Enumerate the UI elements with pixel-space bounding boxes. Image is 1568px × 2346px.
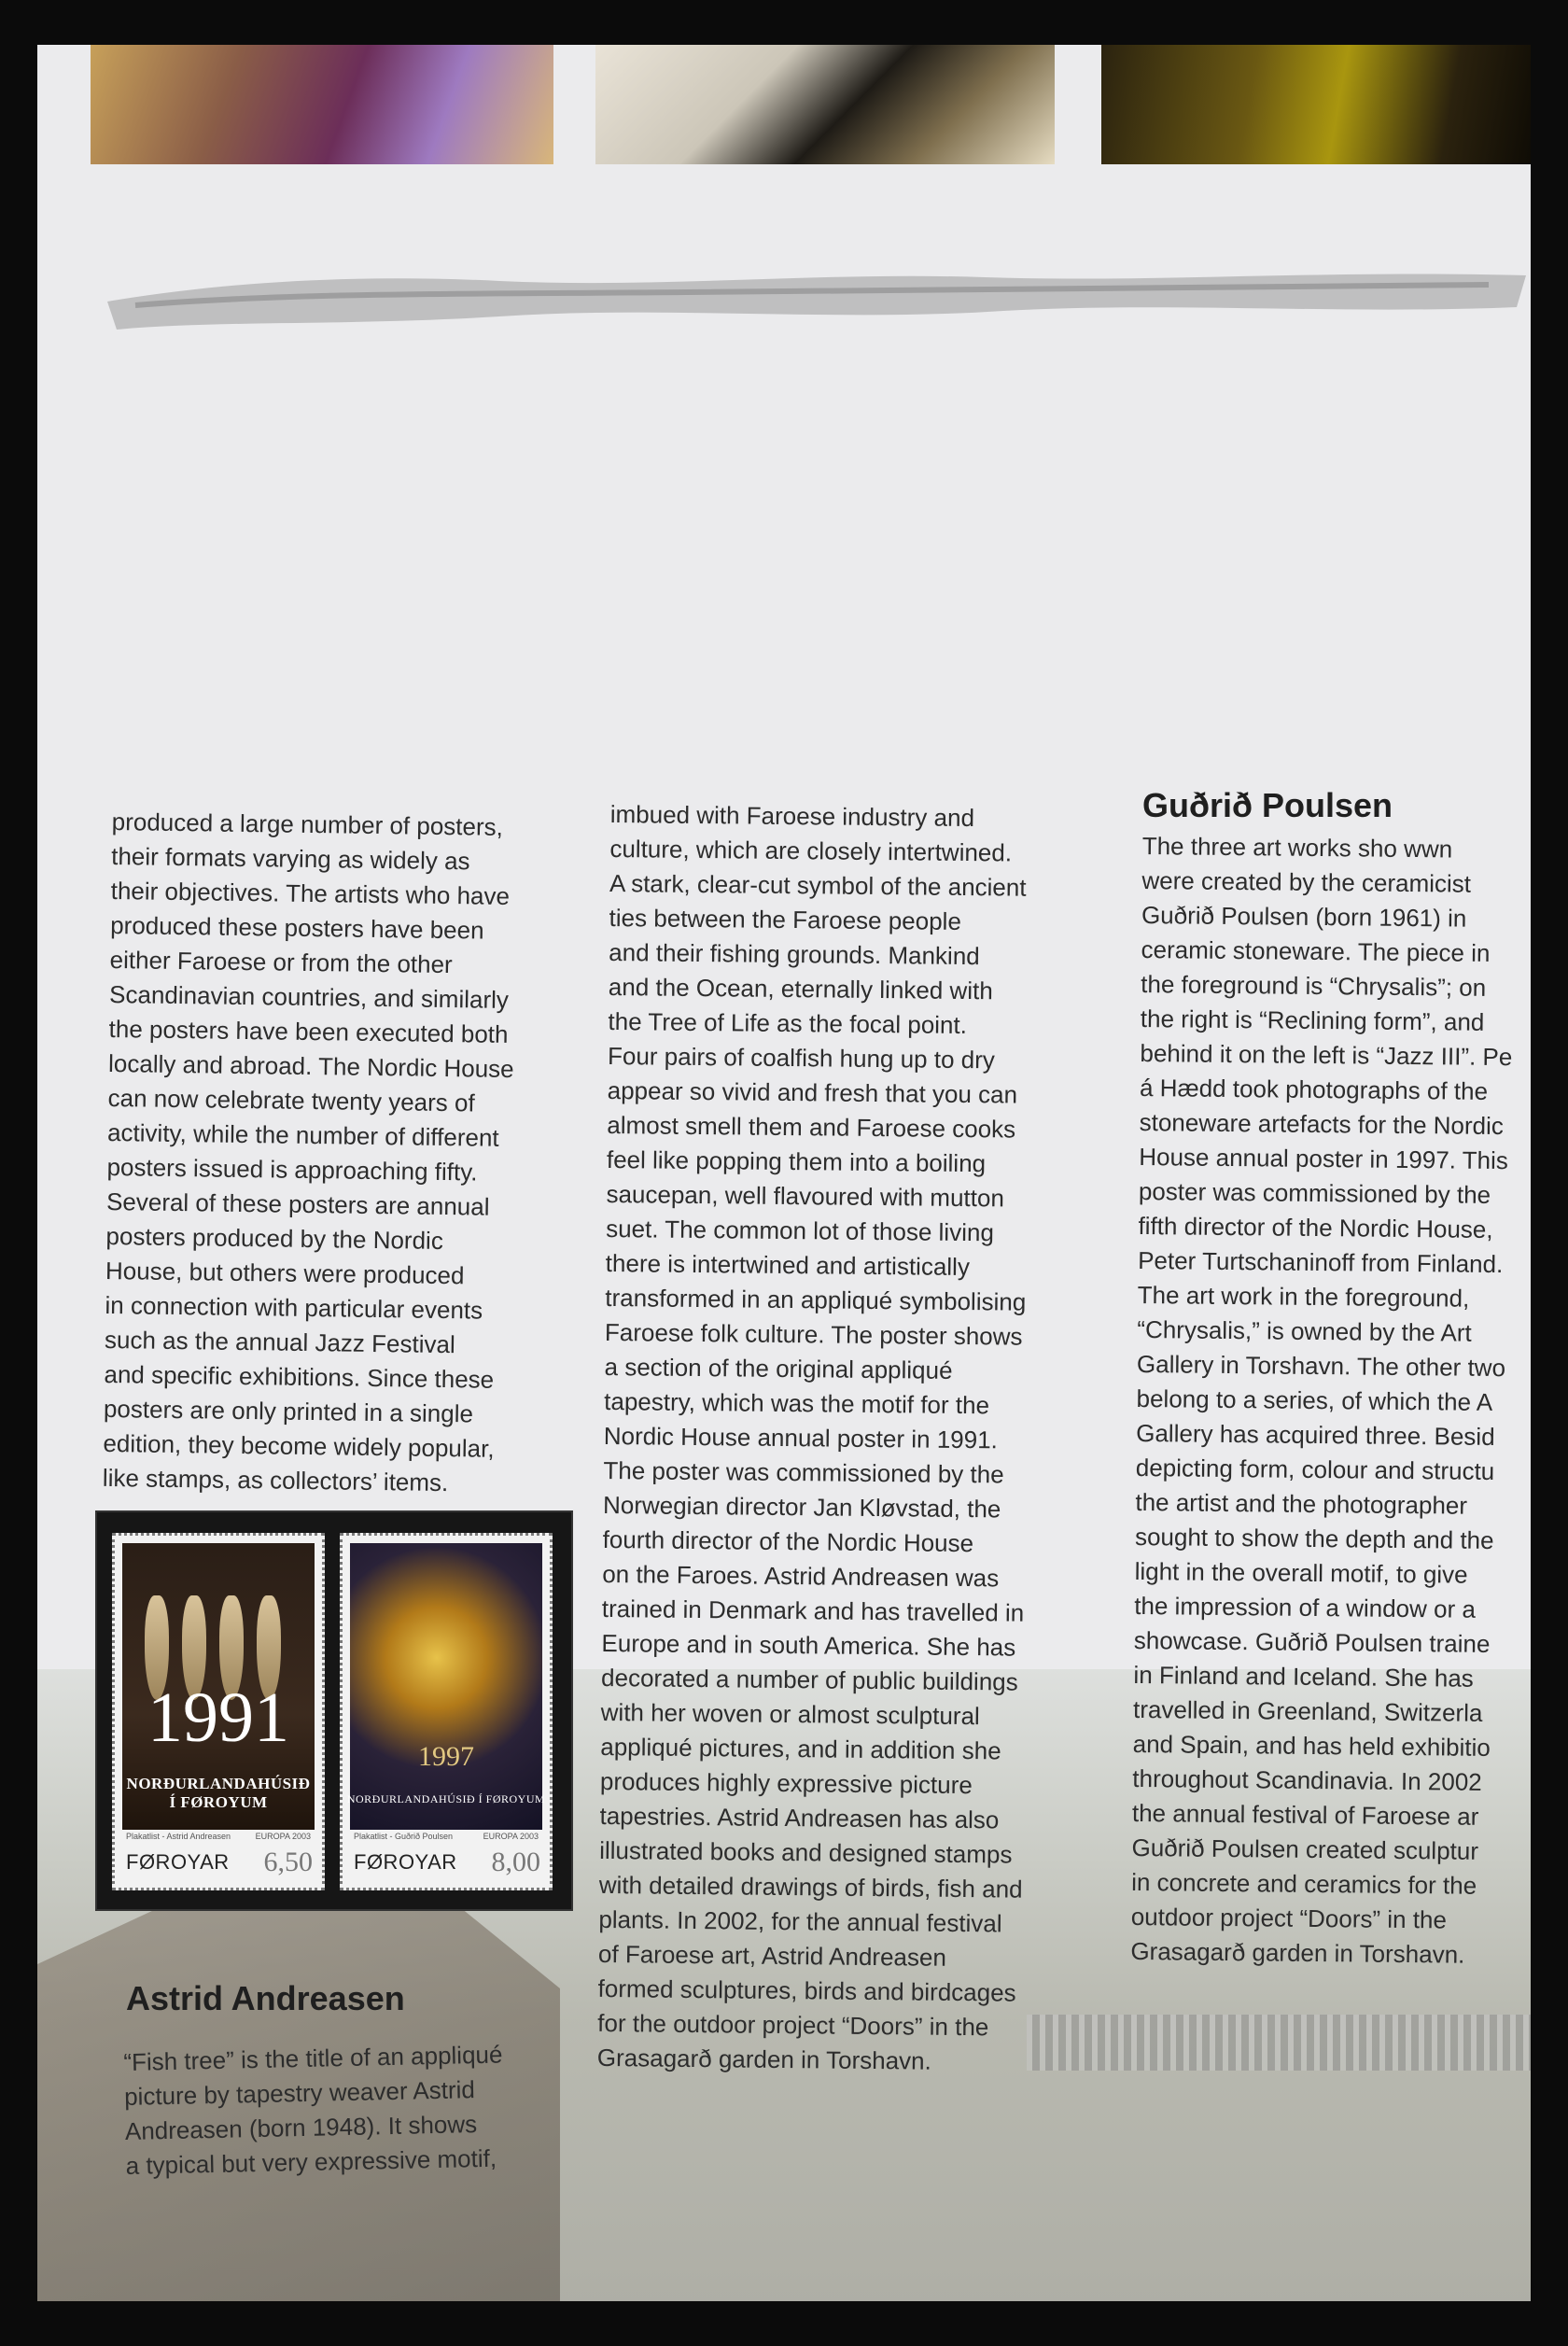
text-line: with detailed drawings of birds, fish and xyxy=(598,1870,1023,1903)
text-line: posters issued is approaching fifty. xyxy=(106,1152,478,1187)
text-column-astrid-andreasen-intro xyxy=(123,2037,505,2183)
text-line: Peter Turtschaninoff from Finland. xyxy=(1138,1245,1504,1279)
text-line: their objectives. The artists who have xyxy=(110,876,511,910)
top-artwork-left xyxy=(91,45,553,164)
text-line: in Finland and Iceland. She has xyxy=(1133,1660,1474,1693)
text-line: saucepan, well flavoured with mutton xyxy=(606,1179,1005,1213)
stamp-caption-line: Í FØROYUM xyxy=(169,1793,268,1811)
text-line: and their fishing grounds. Mankind xyxy=(609,937,980,971)
text-line: ceramic stoneware. The piece in xyxy=(1141,934,1491,967)
stamp-credit: Plakatlist - Astrid Andreasen xyxy=(126,1832,231,1841)
text-line: posters produced by the Nordic xyxy=(105,1221,444,1255)
text-line: a section of the original appliqué xyxy=(604,1352,953,1384)
text-line: and Spain, and has held exhibitio xyxy=(1132,1729,1491,1762)
text-line: the foreground is “Chrysalis”; on xyxy=(1141,969,1487,1002)
stamp-year: 1997 xyxy=(418,1741,474,1772)
text-line: the artist and the photographer xyxy=(1135,1487,1468,1520)
text-line: Norwegian director Jan Kløvstad, the xyxy=(602,1490,1001,1524)
text-line: produced these posters have been xyxy=(109,910,484,945)
text-line: appliqué pictures, and in addition she xyxy=(600,1732,1001,1765)
text-line: posters are only printed in a single xyxy=(103,1394,474,1428)
text-line: Scandinavian countries, and similarly xyxy=(108,979,510,1014)
stamp-caption xyxy=(115,1775,322,1812)
text-line: decorated a number of public buildings xyxy=(600,1663,1018,1696)
text-line: A stark, clear-cut symbol of the ancient xyxy=(609,868,1027,902)
text-line: produced a large number of posters, xyxy=(111,807,504,841)
text-line: outdoor project “Doors” in the xyxy=(1130,1902,1448,1934)
text-line: can now celebrate twenty years of xyxy=(107,1083,475,1117)
text-column-intro xyxy=(103,805,518,1501)
text-line: locally and abroad. The Nordic House xyxy=(107,1048,514,1084)
text-line: á Hædd took photographs of the xyxy=(1139,1073,1489,1105)
text-line: tapestry, which was the motif for the xyxy=(604,1386,990,1420)
booklet-page xyxy=(37,45,1531,2301)
text-line: Guðrið Poulsen (born 1961) in xyxy=(1141,900,1467,933)
text-line: belong to a series, of which the A xyxy=(1136,1384,1493,1416)
text-line: were created by the ceramicist xyxy=(1141,865,1472,898)
text-line: Gallery has acquired three. Besid xyxy=(1136,1418,1495,1451)
text-line: feel like popping them into a boiling xyxy=(606,1145,987,1178)
text-line: ties between the Faroese people xyxy=(609,903,962,935)
text-line: “Chrysalis,” is owned by the Art xyxy=(1137,1314,1472,1347)
text-line: transformed in an appliqué symbolising xyxy=(605,1283,1027,1316)
stamp-1991 xyxy=(112,1533,325,1890)
text-line: and specific exhibitions. Since these xyxy=(104,1359,495,1394)
text-line: Four pairs of coalfish hung up to dry xyxy=(607,1041,996,1075)
text-line: Grasagarð garden in Torshavn. xyxy=(596,2043,931,2075)
text-column-astrid-andreasen-body xyxy=(597,797,1034,2080)
text-line: showcase. Guðrið Poulsen traine xyxy=(1133,1625,1491,1658)
text-line: Gallery in Torshavn. The other two xyxy=(1136,1349,1506,1383)
text-line: the annual festival of Faroese ar xyxy=(1131,1798,1479,1831)
text-line: formed sculptures, birds and birdcages xyxy=(597,1974,1016,2007)
stamp-artwork-chrysalis xyxy=(350,1543,542,1830)
text-line: Andreasen (born 1948). It shows xyxy=(124,2110,478,2145)
text-line: House annual poster in 1997. This xyxy=(1139,1142,1509,1175)
text-line: for the outdoor project “Doors” in the xyxy=(597,2008,989,2042)
text-line: depicting form, colour and structu xyxy=(1135,1453,1495,1485)
text-line: Several of these posters are annual xyxy=(105,1187,490,1221)
stamp-value: 6,50 xyxy=(263,1847,313,1877)
text-line: The art work in the foreground, xyxy=(1137,1280,1470,1313)
text-line: Guðrið Poulsen created sculptur xyxy=(1131,1833,1479,1865)
text-line: with her woven or almost sculptural xyxy=(600,1697,980,1731)
brush-stroke-divider xyxy=(107,264,1526,339)
text-line: illustrated books and designed stamps xyxy=(599,1835,1013,1869)
text-line: throughout Scandinavia. In 2002 xyxy=(1132,1763,1482,1796)
text-line: edition, they become widely popular, xyxy=(103,1428,495,1463)
text-line: such as the annual Jazz Festival xyxy=(104,1325,455,1359)
stamp-caption xyxy=(343,1790,550,1808)
text-line: culture, which are closely intertwined. xyxy=(609,834,1013,867)
text-line: travelled in Greenland, Switzerla xyxy=(1132,1694,1483,1727)
text-column-gudrid-poulsen xyxy=(1130,829,1515,1973)
text-line: plants. In 2002, for the annual festival xyxy=(598,1904,1002,1938)
text-line: the right is “Reclining form”, and xyxy=(1140,1004,1485,1036)
stamp-year: 1991 xyxy=(147,1679,289,1757)
stamp-value: 8,00 xyxy=(491,1847,540,1877)
top-artwork-center xyxy=(595,45,1055,164)
text-line: their formats varying as widely as xyxy=(111,841,470,876)
text-line: Europe and in south America. She has xyxy=(601,1628,1016,1662)
text-line: either Faroese or from the other xyxy=(109,945,453,979)
section-heading-astrid-andreasen: Astrid Andreasen xyxy=(126,1979,405,2017)
text-line: poster was commissioned by the xyxy=(1138,1176,1491,1209)
text-line: fourth director of the Nordic House xyxy=(602,1524,974,1558)
text-line: stoneware artefacts for the Nordic xyxy=(1139,1107,1505,1141)
text-line: light in the overall motif, to give xyxy=(1134,1556,1468,1589)
text-line: like stamps, as collectors’ items. xyxy=(102,1463,449,1497)
text-line: the impression of a window or a xyxy=(1134,1591,1477,1623)
text-line: sought to show the depth and the xyxy=(1134,1522,1494,1554)
text-line: trained in Denmark and has travelled in xyxy=(601,1594,1025,1627)
text-line: imbued with Faroese industry and xyxy=(609,799,975,833)
text-line: fifth director of the Nordic House, xyxy=(1138,1211,1493,1243)
text-line: Nordic House annual poster in 1991. xyxy=(603,1421,999,1454)
text-line: tapestries. Astrid Andreasen has also xyxy=(599,1801,1000,1834)
stamp-caption-line: NORÐURLANDAHÚSIÐ Í FØROYUM xyxy=(346,1792,546,1805)
stamp-europa-mark: EUROPA 2003 xyxy=(483,1832,539,1841)
text-line: The three art works sho wwn xyxy=(1141,831,1453,864)
text-line: suet. The common lot of those living xyxy=(606,1214,995,1247)
text-line: of Faroese art, Astrid Andreasen xyxy=(597,1939,947,1972)
stamp-europa-mark: EUROPA 2003 xyxy=(255,1832,311,1841)
text-line: House, but others were produced xyxy=(105,1256,465,1290)
stamp-1997 xyxy=(340,1533,553,1890)
text-line: the Tree of Life as the focal point. xyxy=(608,1006,968,1040)
top-artwork-right xyxy=(1101,45,1531,164)
text-line: there is intertwined and artistically xyxy=(605,1248,971,1282)
section-heading-gudrid-poulsen: Guðrið Poulsen xyxy=(1142,786,1393,824)
text-line: picture by tapestry weaver Astrid xyxy=(123,2075,476,2111)
text-line: “Fish tree” is the title of an appliqué xyxy=(123,2040,503,2076)
stamp-souvenir-sheet xyxy=(97,1512,571,1909)
stamp-credit: Plakatlist - Guðrið Poulsen xyxy=(354,1832,454,1841)
text-line: behind it on the left is “Jazz III”. Pe xyxy=(1140,1038,1513,1072)
text-line: in connection with particular events xyxy=(105,1290,483,1325)
text-line: activity, while the number of different xyxy=(106,1117,499,1152)
background-fence xyxy=(1027,2015,1531,2071)
text-line: and the Ocean, eternally linked with xyxy=(608,972,993,1005)
stamp-country: FØROYAR xyxy=(354,1850,457,1874)
text-line: appear so vivid and fresh that you can xyxy=(607,1075,1018,1109)
text-line: Grasagarð garden in Torshavn. xyxy=(1130,1936,1465,1969)
text-line: the posters have been executed both xyxy=(108,1014,509,1048)
text-line: almost smell them and Faroese cooks xyxy=(607,1110,1016,1144)
stamp-caption-line: NORÐURLANDAHÚSIÐ xyxy=(126,1775,311,1792)
text-line: produces highly expressive picture xyxy=(599,1766,973,1800)
text-line: The poster was commissioned by the xyxy=(603,1455,1004,1489)
text-line: a typical but very expressive motif, xyxy=(125,2143,497,2180)
text-line: on the Faroes. Astrid Andreasen was xyxy=(602,1559,1000,1593)
text-line: in concrete and ceramics for the xyxy=(1131,1867,1477,1900)
text-line: Faroese folk culture. The poster shows xyxy=(604,1317,1023,1351)
stamp-country: FØROYAR xyxy=(126,1850,230,1874)
